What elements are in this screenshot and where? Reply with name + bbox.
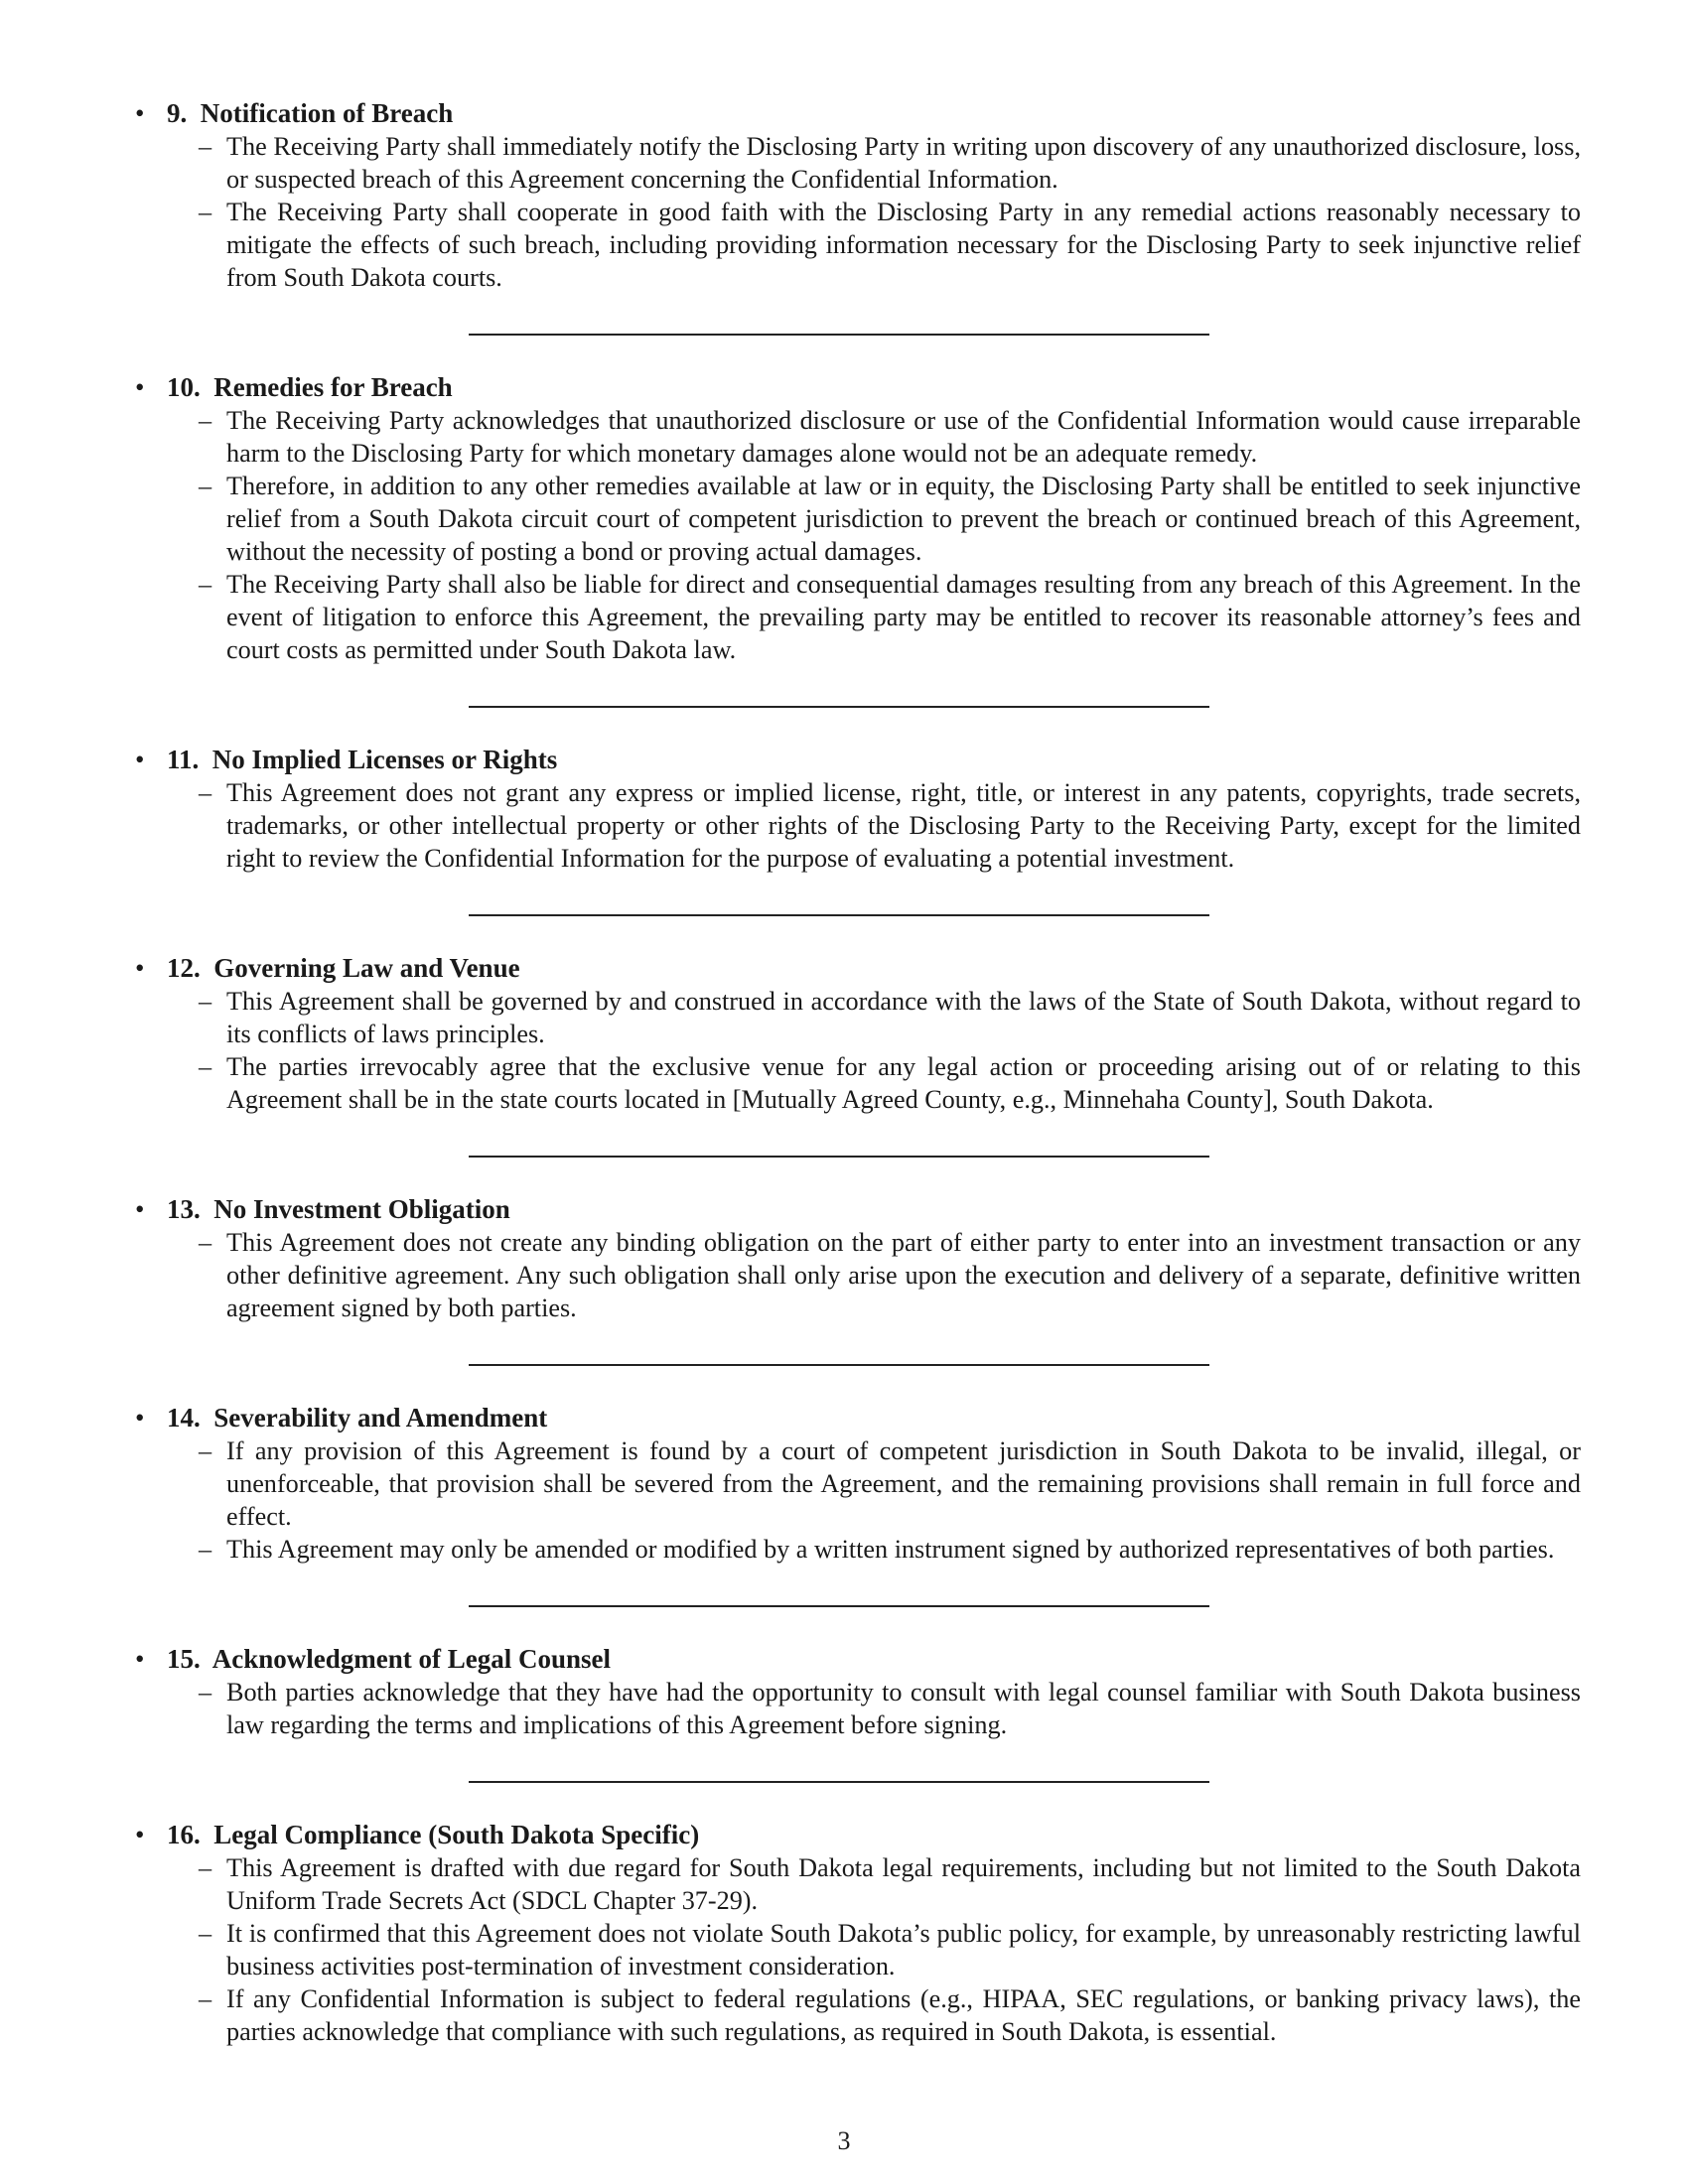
list-item: – The Receiving Party acknowledges that unauthorized disclosure or use of the Confidential Information would cause irreparable harm to the Disclosing Party for which monetary damages alone would not be an adequate remedy. xyxy=(199,406,1581,468)
section-title: Legal Compliance (South Dakota Specific) xyxy=(213,1820,700,1849)
section-number: 11. xyxy=(167,745,200,774)
list-item: – This Agreement may only be amended or modified by a written instrument signed by authorized representatives of both parties. xyxy=(199,1535,1555,1564)
list-item: – The Receiving Party shall cooperate in good faith with the Disclosing Party in any remedial actions reasonably necessary to mitigate the effects of such breach, including providing information necessary for the Disclosing Party to seek injunctive relief from South Dakota courts. xyxy=(199,198,1581,292)
section-number: 14. xyxy=(167,1403,201,1433)
list-item: – This Agreement shall be governed by and construed in accordance with the laws of the State of South Dakota, without regard to its conflicts of laws principles. xyxy=(199,987,1581,1048)
section-number: 15. xyxy=(167,1644,201,1674)
section-title: No Investment Obligation xyxy=(213,1194,510,1224)
list-item: – The parties irrevocably agree that the exclusive venue for any legal action or proceeding arising out of or relating to this Agreement shall be in the state courts located in [Mutually Agreed County, e.g., Minnehaha County], South Dakota. xyxy=(199,1052,1581,1114)
section-16 xyxy=(135,1819,1581,2048)
section-title: Remedies for Breach xyxy=(213,372,453,402)
list-item: – If any provision of this Agreement is found by a court of competent jurisdiction in South Dakota to be invalid, illegal, or unenforceable, that provision shall be severed from the Agreement, and the remaining provisions shall remain in full force and effect. xyxy=(199,1436,1581,1531)
bullet: • xyxy=(135,1194,145,1224)
list-item: – If any Confidential Information is subject to federal regulations (e.g., HIPAA, SEC regulations, or banking privacy laws), the parties acknowledge that compliance with such regulations, as required in South Dakota, is essential. xyxy=(199,1984,1581,2046)
list-item: – Therefore, in addition to any other remedies available at law or in equity, the Disclosing Party shall be entitled to seek injunctive relief from a South Dakota circuit court of competent jurisdiction to prevent the breach or continued breach of this Agreement, without the necessity of posting a bond or proving actual damages. xyxy=(199,472,1581,566)
section-heading xyxy=(135,1819,1581,1851)
bullet: • xyxy=(135,372,145,402)
section-heading xyxy=(135,744,1581,776)
section-heading xyxy=(135,952,1581,985)
page-number: 3 xyxy=(837,2126,851,2155)
section-11 xyxy=(135,744,1581,875)
section-heading xyxy=(135,1402,1581,1434)
section-number: 12. xyxy=(167,953,201,983)
list-item: – Both parties acknowledge that they have had the opportunity to consult with legal counsel familiar with South Dakota business law regarding the terms and implications of this Agreement before signing. xyxy=(199,1678,1581,1739)
section-number: 10. xyxy=(167,372,201,402)
bullet: • xyxy=(135,745,145,774)
section-title: Severability and Amendment xyxy=(213,1403,548,1433)
section-14 xyxy=(135,1402,1581,1566)
bullet: • xyxy=(135,1403,145,1433)
section-10 xyxy=(135,371,1581,666)
section-heading xyxy=(135,97,1581,130)
list-item: – The Receiving Party shall also be liable for direct and consequential damages resulting from any breach of this Agreement. In the event of litigation to enforce this Agreement, the prevailing party may be entitled to recover its reasonable attorney’s fees and court costs as permitted under South Dakota law. xyxy=(199,570,1581,664)
section-heading xyxy=(135,1643,1581,1676)
list-item: – This Agreement does not create any binding obligation on the part of either party to enter into an investment transaction or any other definitive agreement. Any such obligation shall only arise upon the execution and delivery of a separate, definitive written agreement signed by both parties. xyxy=(199,1228,1581,1322)
section-9 xyxy=(135,97,1581,294)
section-title: Acknowledgment of Legal Counsel xyxy=(211,1644,612,1674)
document-page xyxy=(135,97,1581,2048)
section-heading xyxy=(135,1193,1581,1226)
bullet: • xyxy=(135,953,145,983)
bullet: • xyxy=(135,1644,145,1674)
section-title: No Implied Licenses or Rights xyxy=(211,745,558,774)
section-15 xyxy=(135,1643,1581,1741)
bullet: • xyxy=(135,1820,145,1849)
list-item: – This Agreement does not grant any express or implied license, right, title, or interest in any patents, copyrights, trade secrets, trademarks, or other intellectual property or other rights of the Disclosing Party to the Receiving Party, except for the limited right to review the Confidential Information for the purpose of evaluating a potential investment. xyxy=(199,778,1581,873)
section-12 xyxy=(135,952,1581,1116)
section-number: 9. xyxy=(167,98,188,128)
section-13 xyxy=(135,1193,1581,1324)
section-number: 16. xyxy=(167,1820,201,1849)
list-item: – The Receiving Party shall immediately notify the Disclosing Party in writing upon discovery of any unauthorized disclosure, loss, or suspected breach of this Agreement concerning the Confidential Information. xyxy=(199,132,1581,194)
list-item: – It is confirmed that this Agreement does not violate South Dakota’s public policy, for example, by unreasonably restricting lawful business activities post-termination of investment consideration. xyxy=(199,1919,1581,1980)
section-title: Governing Law and Venue xyxy=(213,953,520,983)
section-title: Notification of Breach xyxy=(200,98,454,128)
section-heading xyxy=(135,371,1581,404)
section-number: 13. xyxy=(167,1194,201,1224)
bullet: • xyxy=(135,98,145,128)
list-item: – This Agreement is drafted with due regard for South Dakota legal requirements, including but not limited to the South Dakota Uniform Trade Secrets Act (SDCL Chapter 37-29). xyxy=(199,1853,1581,1915)
